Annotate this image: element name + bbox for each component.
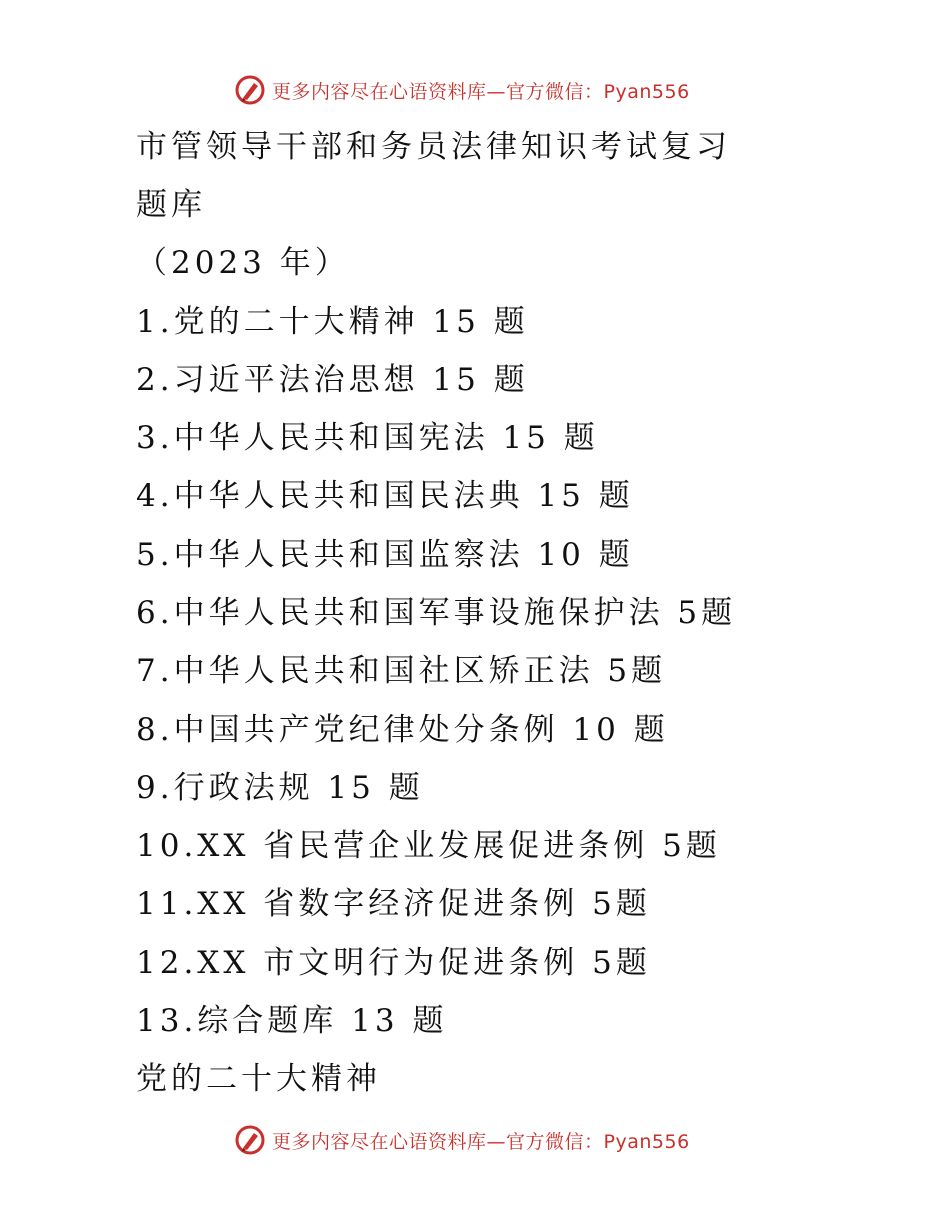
toc-item: 9.行政法规 15 题 <box>136 770 424 806</box>
toc-item: 12.XX 市文明行为促进条例 5题 <box>136 945 651 981</box>
toc-item: 4.中华人民共和国民法典 15 题 <box>136 478 634 514</box>
watermark-text: 更多内容尽在心语资料库—官方微信：Pyan556 <box>272 1130 690 1153</box>
toc-item: 2.习近平法治思想 15 题 <box>136 362 529 398</box>
document-title-line-1: 市管领导干部和务员法律知识考试复习 <box>136 129 731 165</box>
toc-item: 10.XX 省民营企业发展促进条例 5题 <box>136 828 721 864</box>
pen-logo-icon <box>234 1124 266 1156</box>
section-heading: 党的二十大精神 <box>136 1061 381 1097</box>
pen-logo-icon <box>234 74 266 106</box>
toc-item: 1.党的二十大精神 15 题 <box>136 304 529 340</box>
toc-item: 7.中华人民共和国社区矫正法 5题 <box>136 653 667 689</box>
toc-item: 8.中国共产党纪律处分条例 10 题 <box>136 712 669 748</box>
toc-item: 11.XX 省数字经济促进条例 5题 <box>136 886 651 922</box>
watermark-footer <box>234 1120 754 1160</box>
toc-item: 3.中华人民共和国宪法 15 题 <box>136 420 599 456</box>
watermark-header <box>234 70 754 110</box>
document-title-line-2: 题库 <box>136 187 206 223</box>
document-year: （2023 年） <box>136 245 350 281</box>
toc-item: 5.中华人民共和国监察法 10 题 <box>136 537 634 573</box>
toc-item: 13.综合题库 13 题 <box>136 1003 448 1039</box>
toc-item: 6.中华人民共和国军事设施保护法 5题 <box>136 595 737 631</box>
watermark-text: 更多内容尽在心语资料库—官方微信：Pyan556 <box>272 80 690 103</box>
